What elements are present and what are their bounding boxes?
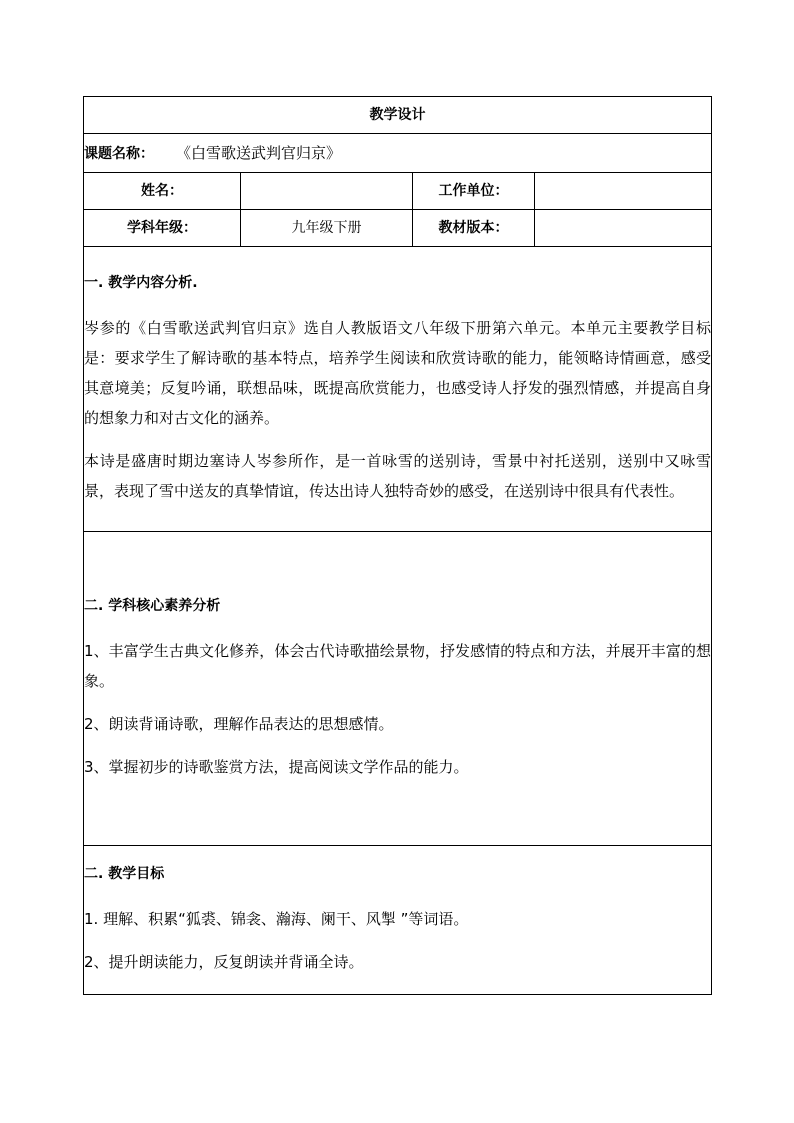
work-unit-label: 工作单位： [413, 173, 535, 210]
topic-value: 《白雪歌送武判官归京》 [176, 143, 342, 162]
topic-row [84, 134, 712, 173]
section-cell [84, 247, 712, 532]
name-value [241, 173, 413, 210]
paragraph: 1、丰富学生古典文化修养，体会古代诗歌描绘景物，抒发感情的特点和方法，并展开丰富的想象。 [84, 642, 711, 690]
document-title: 教学设计 [84, 97, 712, 134]
topic-label: 课题名称： [84, 145, 154, 162]
section-core-literacy [84, 532, 712, 846]
work-unit-value [535, 173, 712, 210]
grade-edition-row [84, 210, 712, 247]
section-heading: 二. 学科核心素养分析 [84, 598, 221, 614]
section-content-analysis [84, 247, 712, 532]
edition-value [535, 210, 712, 247]
section-teaching-goals [84, 846, 712, 995]
grade-label: 学科年级： [84, 210, 241, 247]
name-label: 姓名： [84, 173, 241, 210]
section-cell [84, 532, 712, 846]
topic-cell [84, 134, 712, 173]
section-heading: 二. 教学目标 [84, 866, 165, 882]
paragraph: 2、朗读背诵诗歌，理解作品表达的思想感情。 [84, 715, 394, 733]
edition-label: 教材版本： [413, 210, 535, 247]
paragraph: 岑参的《白雪歌送武判官归京》选自人教版语文八年级下册第六单元。本单元主要教学目标是：要求学生了解诗歌的基本特点，培养学生阅读和欣赏诗歌的能力，能领略诗情画意，感受其意境美；反复吟诵，联想品味，既提高欣赏能力，也感受诗人抒发的强烈情感，并提高自身的想象力和对古文化的涵养。 [84, 319, 711, 427]
title-row [84, 97, 712, 134]
section-heading: 一. 教学内容分析. [84, 275, 198, 291]
name-work-row [84, 173, 712, 210]
paragraph: 本诗是盛唐时期边塞诗人岑参所作，是一首咏雪的送别诗，雪景中衬托送别，送别中又咏雪景，表现了雪中送友的真挚情谊，传达出诗人独特奇妙的感受，在送别诗中很具有代表性。 [84, 452, 711, 500]
paragraph: 3、掌握初步的诗歌鉴赏方法，提高阅读文学作品的能力。 [84, 758, 469, 776]
lesson-plan-table [83, 96, 712, 995]
section-cell [84, 846, 712, 995]
paragraph: 1. 理解、积累“狐裘、锦衾、瀚海、阑干、风掣 ”等词语。 [84, 910, 469, 928]
paragraph: 2、提升朗读能力，反复朗读并背诵全诗。 [84, 953, 364, 971]
grade-value: 九年级下册 [241, 210, 413, 247]
